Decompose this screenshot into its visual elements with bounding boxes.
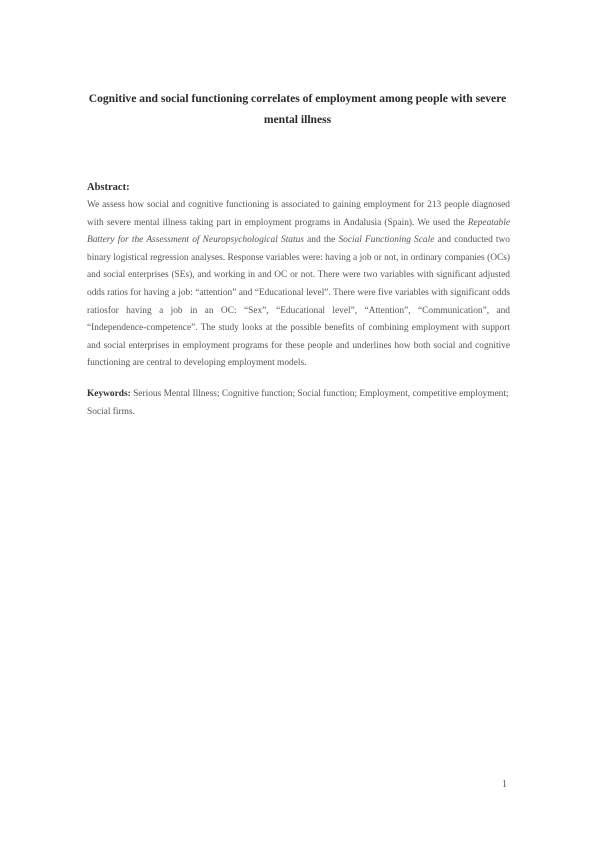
keywords-label: Keywords: <box>87 389 131 399</box>
abstract-italic-sfs: Social Functioning Scale <box>338 235 435 246</box>
abstract-body <box>87 197 510 373</box>
abstract-text-3: and conducted two binary logistical regression analyses. Response variables were: having a job or not, in ordinary companies (OCs) and social enterprises (SEs), and working in and OC or not. There were two variables with significant adjusted odds ratios for having a job: “attention” and “Educational level”. There were five variables with significant odds ratiosfor having a job in an OC: “Sex”, “Educational level”, “Attention”, “Communication”, and “Independence-competence”. The study looks at the possible benefits of combining employment with support and social enterprises in employment programs for these people and underlines how both social and cognitive functioning are central to developing employment models. <box>87 235 510 369</box>
abstract-text-1: We assess how social and cognitive functioning is associated to gaining employment for 213 people diagnosed with severe mental illness taking part in employment programs in Andalusia (Spain). We used the <box>87 200 510 228</box>
page-number: 1 <box>502 779 507 790</box>
paper-title: Cognitive and social functioning correlates of employment among people with severe mental illness <box>88 92 507 126</box>
abstract-italic-rbans: Repeatable Battery for the Assessment of Neuropsychological Status <box>87 217 510 246</box>
abstract-text-2: and the <box>303 235 339 246</box>
keywords <box>87 386 510 421</box>
keywords-text: Serious Mental Illness; Cognitive function; Social function; Employment, competitive employment; Social firms. <box>87 389 509 417</box>
abstract-heading: Abstract: <box>87 182 130 193</box>
